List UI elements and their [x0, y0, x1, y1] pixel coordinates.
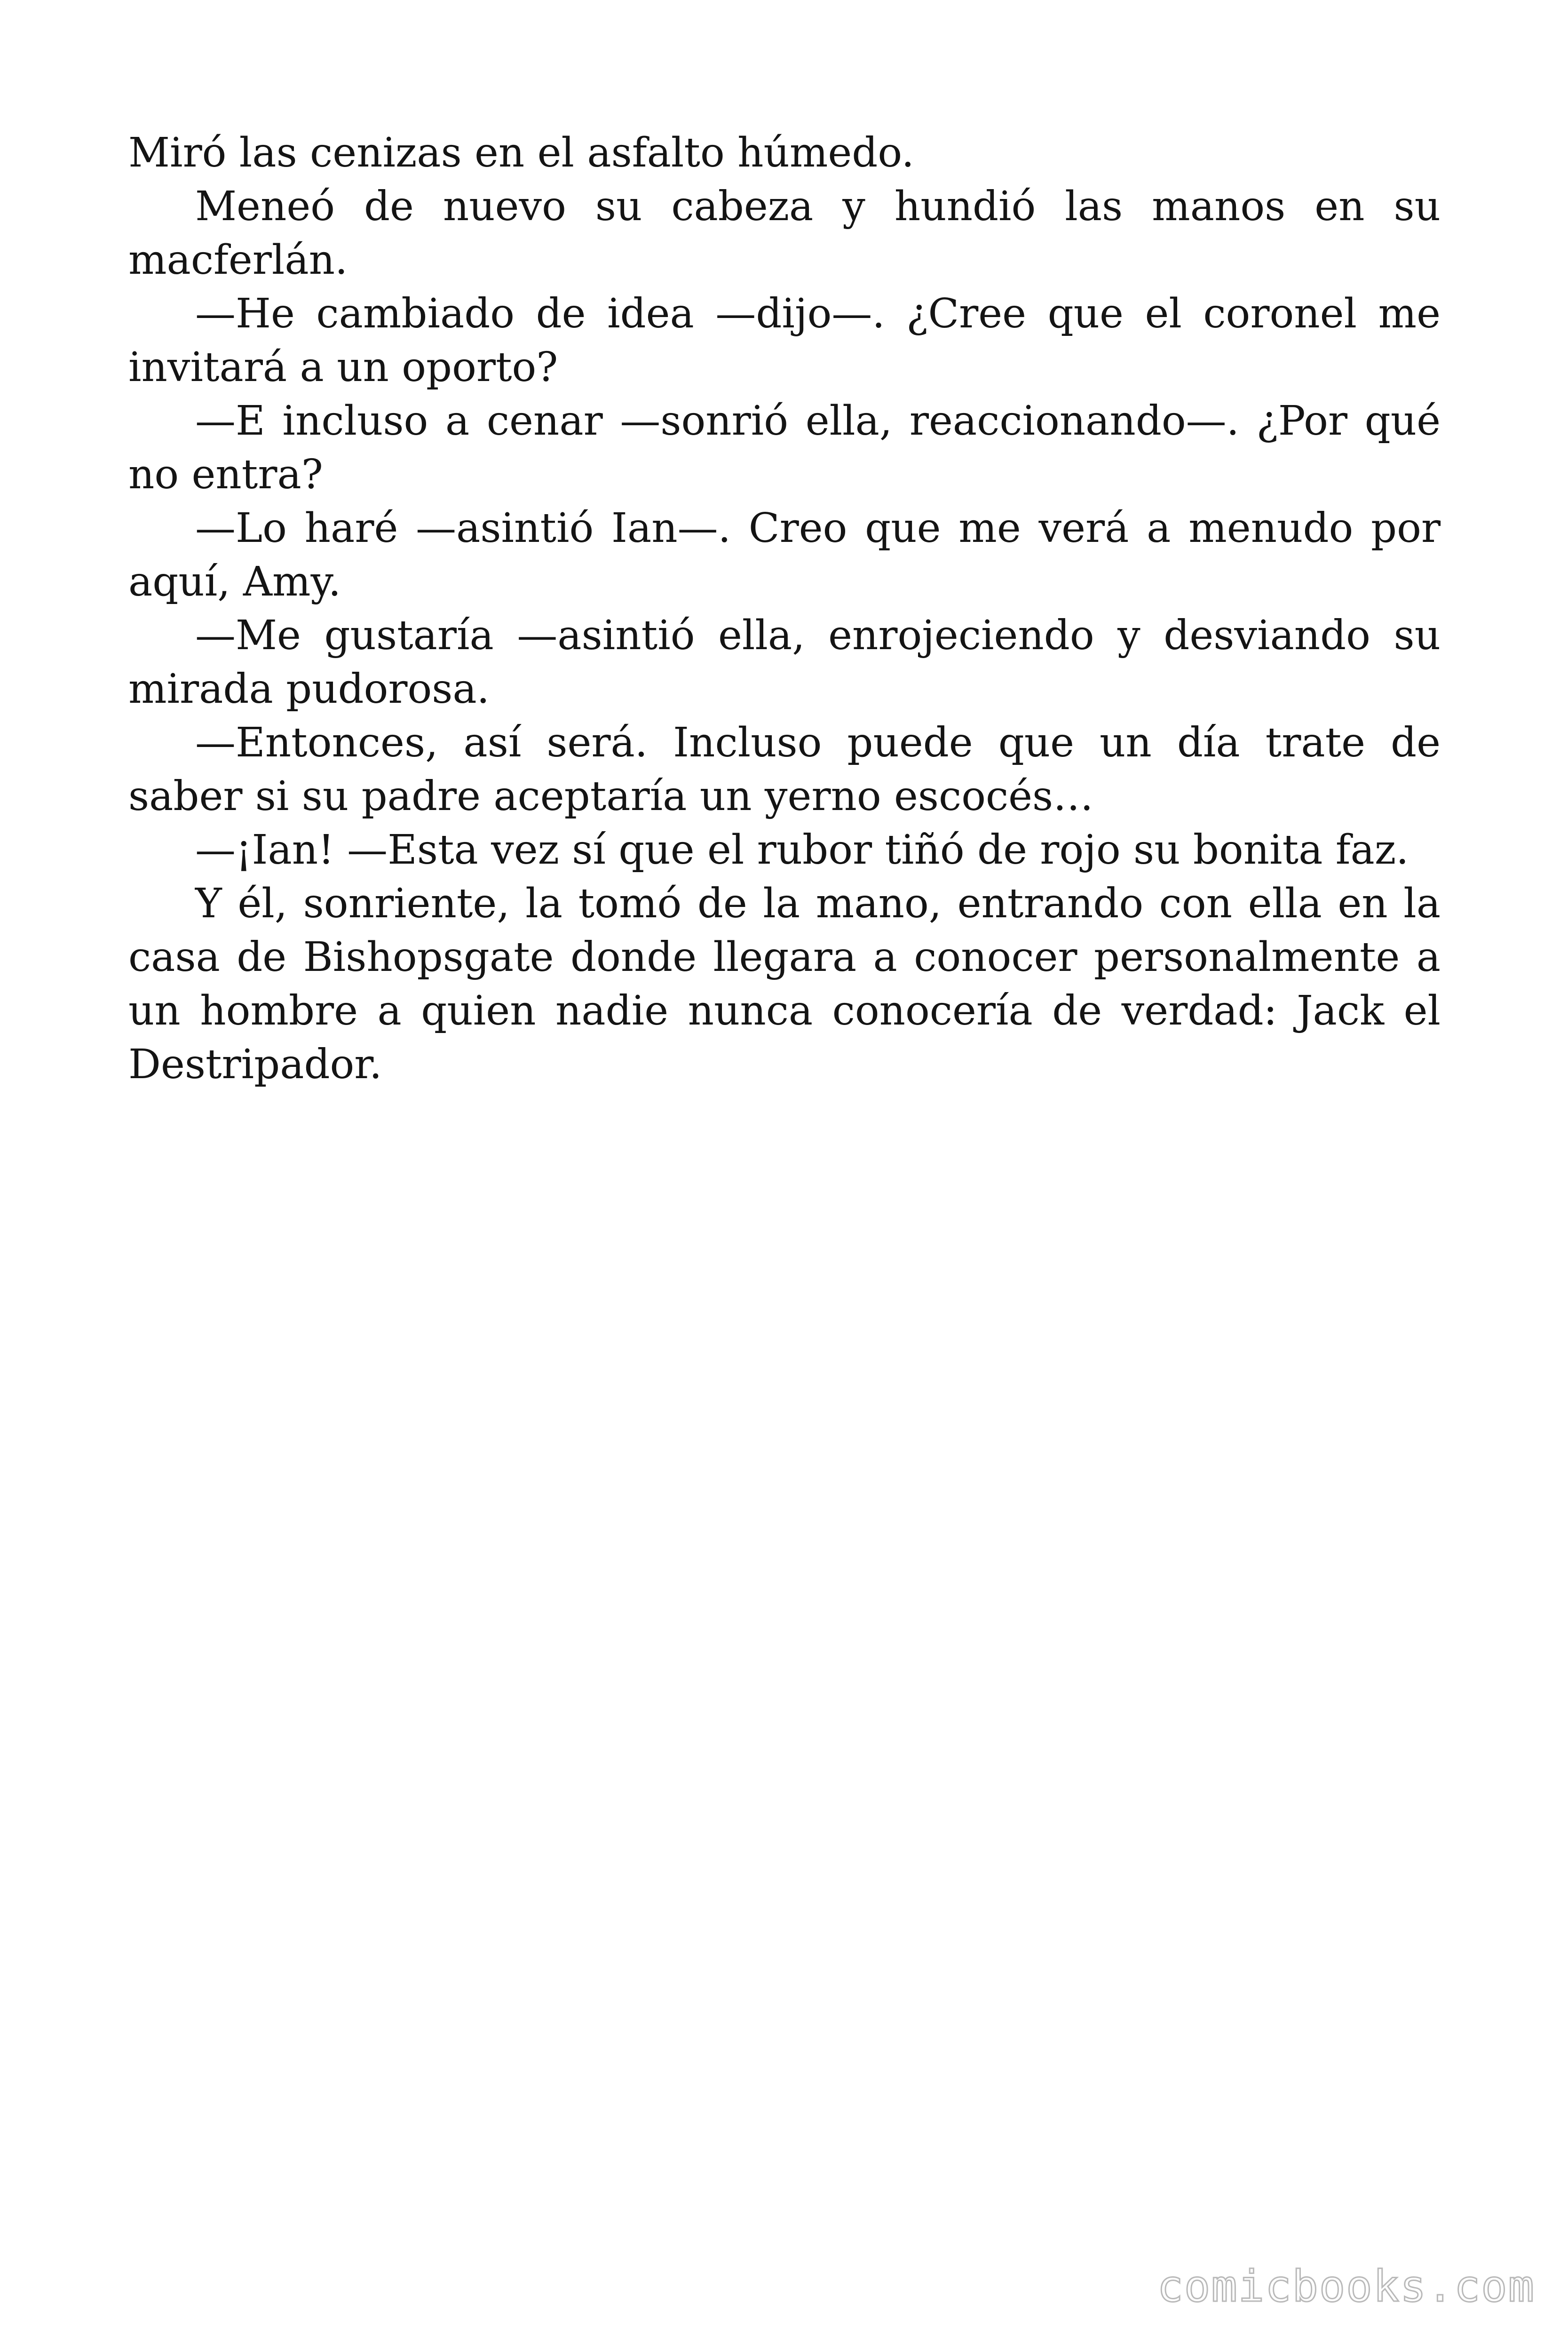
paragraph-3: —He cambiado de idea —dijo—. ¿Cree que el coronel me invitará a un oporto?	[128, 290, 1441, 391]
watermark: comicbooks.com	[1157, 2261, 1535, 2312]
paragraph-5: —Lo haré —asintió Ian—. Creo que me verá a menudo por aquí, Amy.	[128, 505, 1441, 605]
paragraph-2: Meneó de nuevo su cabeza y hundió las manos en su macferlán.	[128, 183, 1441, 284]
paragraph-8: —¡Ian! —Esta vez sí que el rubor tiñó de rojo su bonita faz.	[195, 826, 1409, 874]
paragraph-9: Y él, sonriente, la tomó de la mano, entrando con ella en la casa de Bishopsgate donde llegara a conocer personalmente a un hombre a quien nadie nunca conocería de verdad: Jack el Destripador.	[128, 880, 1441, 1088]
body-text	[128, 126, 1441, 1091]
paragraph-1: Miró las cenizas en el asfalto húmedo.	[128, 129, 914, 176]
paragraph-4: —E incluso a cenar —sonrió ella, reaccionando—. ¿Por qué no entra?	[128, 397, 1441, 498]
paragraph-6: —Me gustaría —asintió ella, enrojeciendo y desviando su mirada pudorosa.	[128, 612, 1441, 713]
paragraph-7: —Entonces, así será. Incluso puede que un día trate de saber si su padre aceptaría un yerno escocés…	[128, 719, 1441, 820]
